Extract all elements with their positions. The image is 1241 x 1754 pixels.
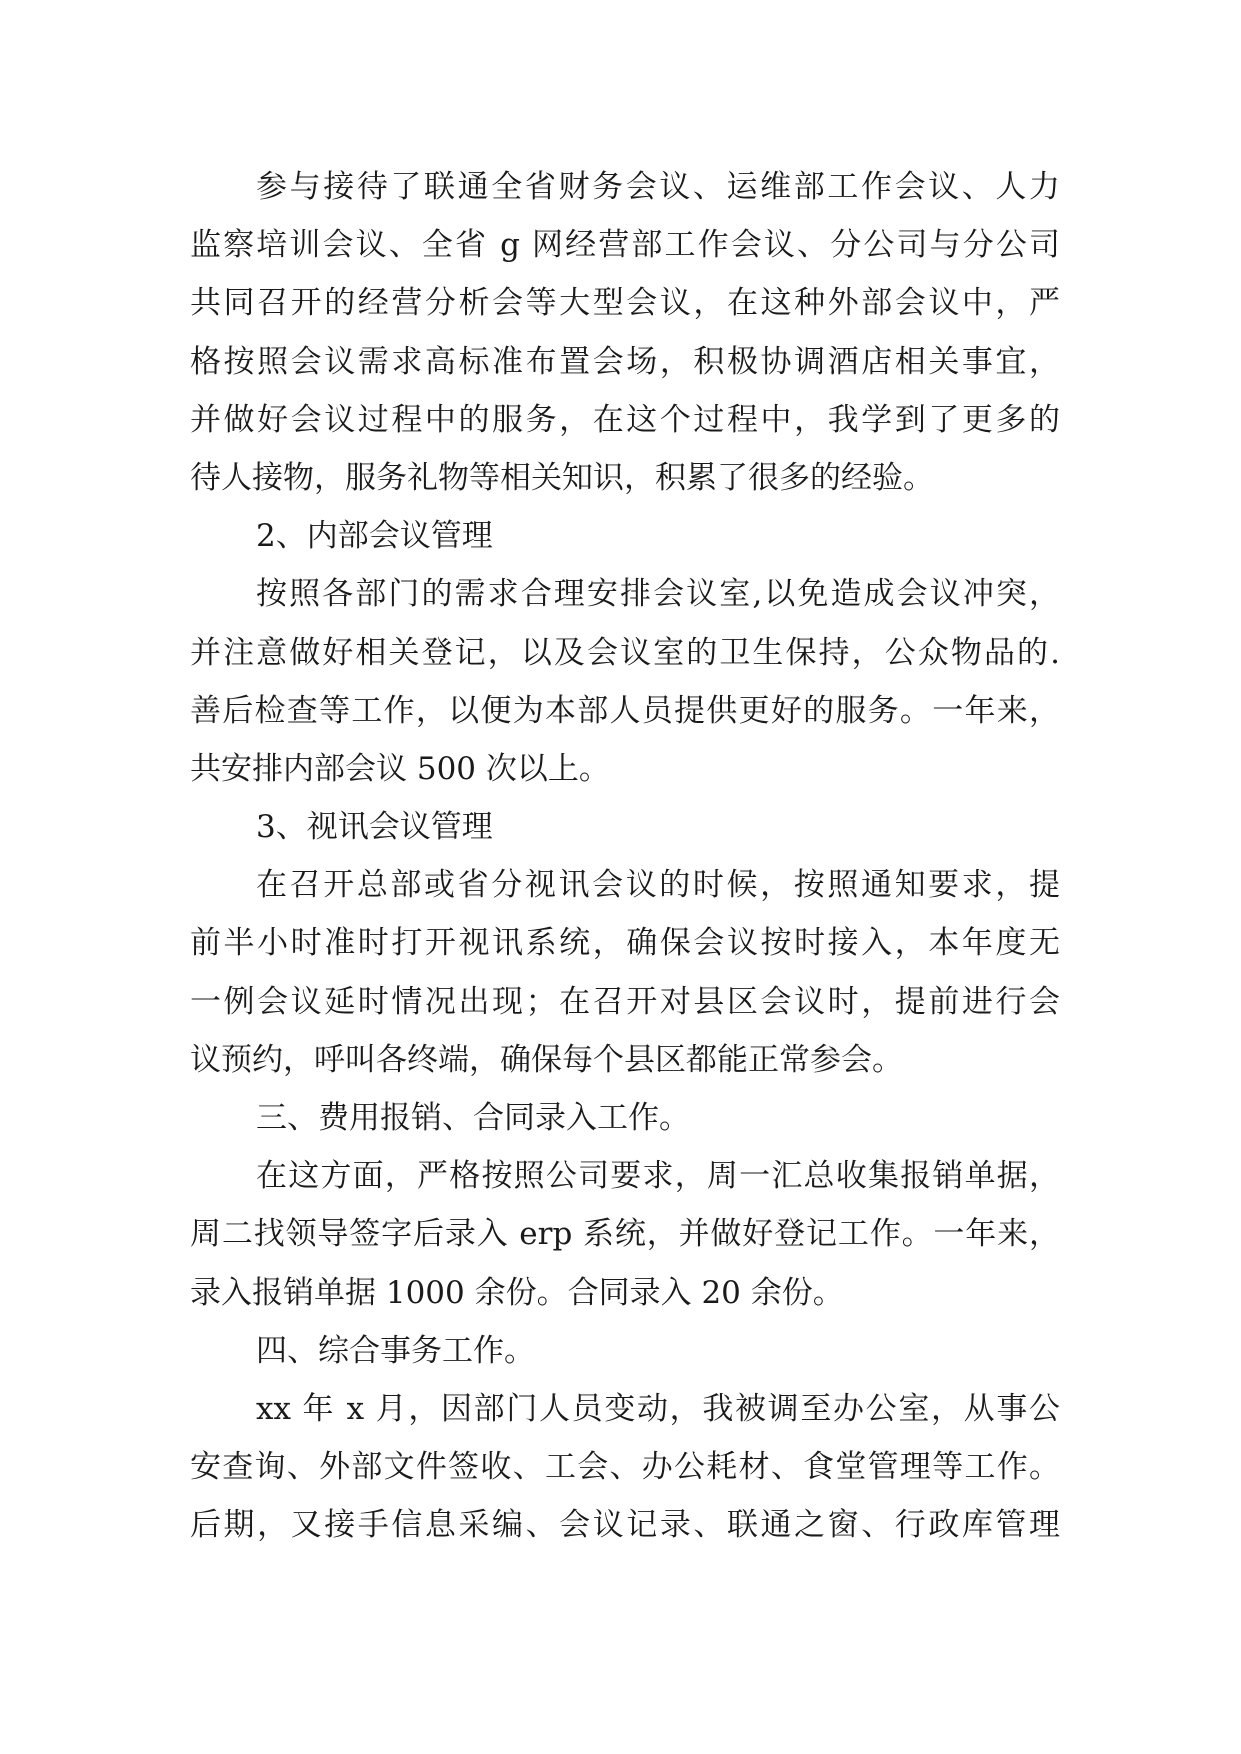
text-line: 并做好会议过程中的服务，在这个过程中，我学到了更多的 xyxy=(190,401,1060,438)
text-line: 三、费用报销、合同录入工作。 xyxy=(256,1100,690,1136)
text-line: 周二找领导签字后录入 erp 系统，并做好登记工作。一年来， xyxy=(190,1216,1060,1253)
text-line: 3、视讯会议管理 xyxy=(256,809,493,846)
document-body xyxy=(190,158,1060,1555)
text-line: 监察培训会议、全省 g 网经营部工作会议、分公司与分公司 xyxy=(190,227,1060,264)
text-line: 按照各部门的需求合理安排会议室,以免造成会议冲突， xyxy=(256,576,1060,613)
text-line: 共同召开的经营分析会等大型会议，在这种外部会议中，严 xyxy=(190,285,1060,322)
text-line: 后期，又接手信息采编、会议记录、联通之窗、行政库管理 xyxy=(190,1507,1060,1544)
text-line: 格按照会议需求高标准布置会场，积极协调酒店相关事宜， xyxy=(190,343,1060,380)
text-line: 共安排内部会议 500 次以上。 xyxy=(190,750,610,787)
text-line: 一例会议延时情况出现；在召开对县区会议时，提前进行会 xyxy=(190,983,1060,1020)
text-line: 在召开总部或省分视讯会议的时候，按照通知要求，提 xyxy=(256,867,1060,904)
text-line: 安查询、外部文件签收、工会、办公耗材、食堂管理等工作。 xyxy=(190,1449,1060,1486)
text-line: 待人接物，服务礼物等相关知识，积累了很多的经验。 xyxy=(190,459,934,496)
text-line: 在这方面，严格按照公司要求，周一汇总收集报销单据， xyxy=(256,1158,1060,1195)
text-line: 并注意做好相关登记，以及会议室的卫生保持，公众物品的. xyxy=(190,634,1060,671)
text-line: 参与接待了联通全省财务会议、运维部工作会议、人力 xyxy=(256,169,1060,205)
text-line: 四、综合事务工作。 xyxy=(256,1332,535,1369)
text-line: 善后检查等工作，以便为本部人员提供更好的服务。一年来， xyxy=(190,692,1060,729)
text-line: 2、内部会议管理 xyxy=(256,518,493,555)
text-line: 议预约，呼叫各终端，确保每个县区都能正常参会。 xyxy=(190,1041,903,1078)
text-line: 录入报销单据 1000 余份。合同录入 20 余份。 xyxy=(190,1274,844,1311)
text-line: xx 年 x 月，因部门人员变动，我被调至办公室，从事公 xyxy=(256,1390,1060,1427)
text-line: 前半小时准时打开视讯系统，确保会议按时接入，本年度无 xyxy=(190,925,1060,962)
